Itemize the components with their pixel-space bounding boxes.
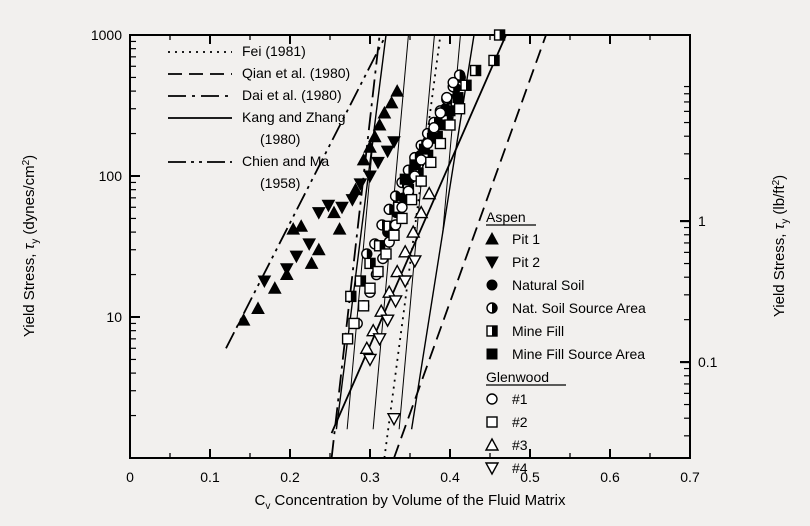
data-point (455, 104, 465, 114)
legend-line-label: Chien and Ma (242, 153, 330, 169)
x-tick-label: 0.6 (600, 469, 620, 485)
data-point (343, 334, 353, 344)
y-right-tick-label: 1 (698, 213, 706, 230)
legend-symbol-label: Nat. Soil Source Area (512, 300, 646, 316)
data-point (365, 283, 375, 293)
legend-group-title-aspen: Aspen (486, 209, 526, 225)
data-point (397, 202, 407, 212)
data-point (389, 230, 399, 240)
data-point (429, 123, 439, 133)
data-point (384, 204, 394, 214)
data-point (471, 66, 481, 76)
data-point (461, 80, 471, 90)
data-point (416, 155, 426, 165)
x-tick-label: 0.1 (200, 469, 220, 485)
data-point (495, 30, 505, 40)
data-point (445, 106, 455, 116)
data-point (359, 301, 369, 311)
legend-symbol-label: #4 (512, 460, 528, 476)
legend-marker (487, 280, 497, 290)
legend-marker (487, 326, 497, 336)
y-left-tick-label: 10 (106, 309, 122, 325)
legend-line-label: Kang and Zhang (242, 109, 346, 125)
data-point (362, 249, 372, 259)
x-tick-label: 0.4 (440, 469, 460, 485)
legend-symbol-label: Mine Fill (512, 323, 565, 339)
data-point (423, 139, 433, 149)
data-point (400, 174, 410, 184)
legend-marker (487, 417, 497, 427)
legend-symbol-label: #2 (512, 414, 528, 430)
x-tick-label: 0 (126, 469, 134, 485)
legend-symbol-label: #3 (512, 437, 528, 453)
x-axis-title: $C_v$ Concentration by Volume of the Fluid Matrix (254, 492, 566, 512)
legend-symbol-label: Pit 2 (512, 254, 541, 270)
data-point (453, 93, 463, 103)
data-point (489, 55, 499, 65)
legend-line-label: Dai et al. (1980) (242, 87, 342, 103)
data-point (435, 108, 445, 118)
data-point (416, 176, 426, 186)
legend-line-label: Fei (1981) (242, 43, 306, 59)
data-point (435, 139, 445, 149)
data-point (346, 291, 356, 301)
data-point (397, 213, 407, 223)
legend-marker (487, 394, 497, 404)
y-right-tick-label: 0.1 (698, 354, 718, 371)
data-point (349, 318, 359, 328)
x-tick-label: 0.7 (680, 469, 700, 485)
legend-line-label-cont: (1980) (260, 131, 301, 147)
data-point (355, 276, 365, 286)
legend-marker (487, 303, 497, 313)
y-left-tick-label: 100 (98, 168, 122, 184)
legend-symbol-label: Mine Fill Source Area (512, 346, 646, 362)
x-tick-label: 0.2 (280, 469, 300, 485)
y-axis-right-title: Yield Stress, $\tau_y$ $(lb/ft^2)$ (771, 174, 791, 318)
data-point (445, 120, 455, 130)
legend-group-title-glenwood: Glenwood (486, 369, 550, 385)
legend-symbol-label: #1 (512, 391, 528, 407)
legend-symbol-label: Pit 1 (512, 231, 541, 247)
data-point (448, 78, 458, 88)
x-tick-label: 0.3 (360, 469, 380, 485)
data-point (381, 249, 391, 259)
legend-line-label-cont: (1958) (260, 175, 301, 191)
data-point (426, 157, 436, 167)
data-point (407, 195, 417, 205)
x-tick-label: 0.5 (520, 469, 540, 485)
y-left-tick-label: 1000 (90, 27, 122, 43)
y-axis-left-title: Yield Stress, $\tau_y$ $(dynes/cm^2)$ (21, 154, 41, 338)
legend-marker (487, 349, 497, 359)
legend-line-label: Qian et al. (1980) (242, 65, 351, 81)
data-point (442, 93, 452, 103)
data-point (373, 267, 383, 277)
data-point (391, 191, 401, 201)
legend-symbol-label: Natural Soil (512, 277, 585, 293)
